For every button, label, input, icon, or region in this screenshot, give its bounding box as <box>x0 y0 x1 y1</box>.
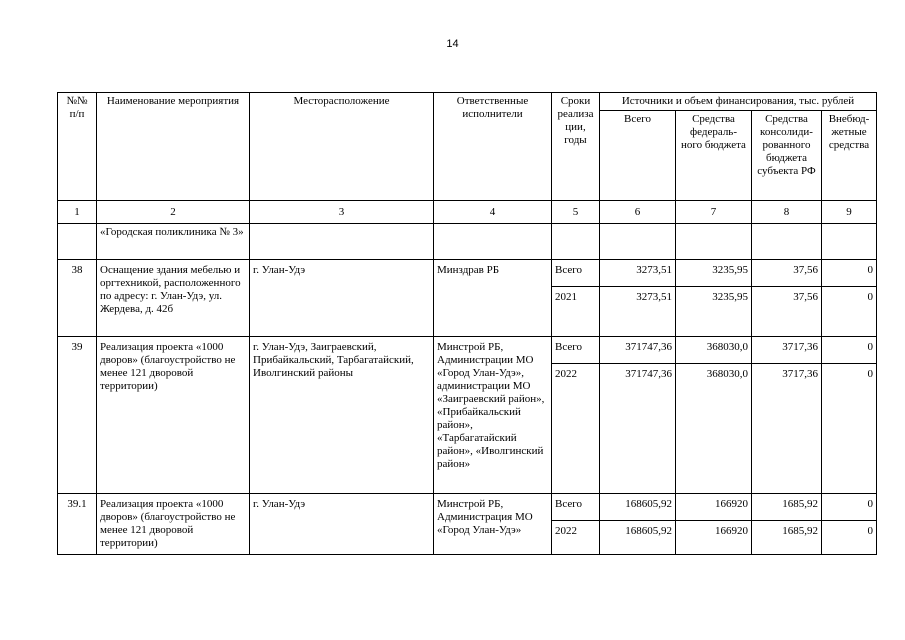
column-number: 5 <box>552 201 600 224</box>
row-federal: 3235,95 <box>676 287 752 337</box>
program-table <box>57 92 877 555</box>
row-regional: 37,56 <box>752 260 822 287</box>
row-regional: 3717,36 <box>752 364 822 494</box>
row-regional: 37,56 <box>752 287 822 337</box>
table-row <box>58 337 877 364</box>
header-row <box>58 93 877 111</box>
header-num: №№ п/п <box>58 93 97 201</box>
header-federal: Средства федераль- ного бюджета <box>676 111 752 201</box>
header-regional: Средства консолиди- рованного бюджета субъекта РФ <box>752 111 822 201</box>
row-name: Реализация проекта «1000 дворов» (благоустройство не менее 121 дворовой территории) <box>97 494 250 555</box>
column-number: 8 <box>752 201 822 224</box>
row-federal: 368030,0 <box>676 364 752 494</box>
row-total: 168605,92 <box>600 494 676 521</box>
row-location: г. Улан-Удэ, Заиграевский, Прибайкальский, Тарбагатайский, Иволгинский районы <box>250 337 434 494</box>
row-extra: 0 <box>822 521 877 555</box>
row-num: 39 <box>58 337 97 494</box>
row-term: Всего <box>552 494 600 521</box>
page-number: 14 <box>446 38 459 50</box>
row-regional: 3717,36 <box>752 337 822 364</box>
row-name: Реализация проекта «1000 дворов» (благоустройство не менее 121 дворовой территории) <box>97 337 250 494</box>
header-total: Всего <box>600 111 676 201</box>
column-number: 4 <box>434 201 552 224</box>
row-total: 371747,36 <box>600 364 676 494</box>
row-executors: Минстрой РБ, Администрации МО «Город Улан-Удэ», администрации МО «Заиграевский район», «Прибайкальский район», «Тарбагатайский район», «Иволгинский район» <box>434 337 552 494</box>
row-extra: 0 <box>822 337 877 364</box>
header-executors: Ответственные исполнители <box>434 93 552 201</box>
table-row <box>58 260 877 287</box>
header-name: Наименование мероприятия <box>97 93 250 201</box>
column-number-row <box>58 201 877 224</box>
row-extra: 0 <box>822 260 877 287</box>
row-term: 2022 <box>552 364 600 494</box>
column-number: 1 <box>58 201 97 224</box>
row-name: Оснащение здания мебелью и оргтехникой, расположенного по адресу: г. Улан-Удэ, ул. Жердева, д. 42б <box>97 260 250 337</box>
header-extra: Внебюд- жетные средства <box>822 111 877 201</box>
row-executors: Минстрой РБ, Администрация МО «Город Улан-Удэ» <box>434 494 552 555</box>
row-total: 168605,92 <box>600 521 676 555</box>
row-executors: Минздрав РБ <box>434 260 552 337</box>
header-terms: Сроки реализа ции, годы <box>552 93 600 201</box>
table-row <box>58 494 877 521</box>
header-location: Месторасположение <box>250 93 434 201</box>
row-total: 3273,51 <box>600 260 676 287</box>
column-number: 2 <box>97 201 250 224</box>
row-regional: 1685,92 <box>752 521 822 555</box>
continuation-name: «Городская поликлиника № 3» <box>97 224 250 260</box>
row-num: 39.1 <box>58 494 97 555</box>
row-term: Всего <box>552 337 600 364</box>
row-term: Всего <box>552 260 600 287</box>
row-federal: 3235,95 <box>676 260 752 287</box>
row-federal: 368030,0 <box>676 337 752 364</box>
row-extra: 0 <box>822 287 877 337</box>
row-num: 38 <box>58 260 97 337</box>
row-total: 371747,36 <box>600 337 676 364</box>
row-extra: 0 <box>822 494 877 521</box>
row-federal: 166920 <box>676 494 752 521</box>
row-location: г. Улан-Удэ <box>250 494 434 555</box>
row-total: 3273,51 <box>600 287 676 337</box>
row-location: г. Улан-Удэ <box>250 260 434 337</box>
header-funding: Источники и объем финансирования, тыс. рублей <box>600 93 877 111</box>
row-federal: 166920 <box>676 521 752 555</box>
column-number: 9 <box>822 201 877 224</box>
column-number: 6 <box>600 201 676 224</box>
column-number: 3 <box>250 201 434 224</box>
row-extra: 0 <box>822 364 877 494</box>
column-number: 7 <box>676 201 752 224</box>
row-term: 2022 <box>552 521 600 555</box>
row-term: 2021 <box>552 287 600 337</box>
row-regional: 1685,92 <box>752 494 822 521</box>
continuation-row <box>58 224 877 260</box>
